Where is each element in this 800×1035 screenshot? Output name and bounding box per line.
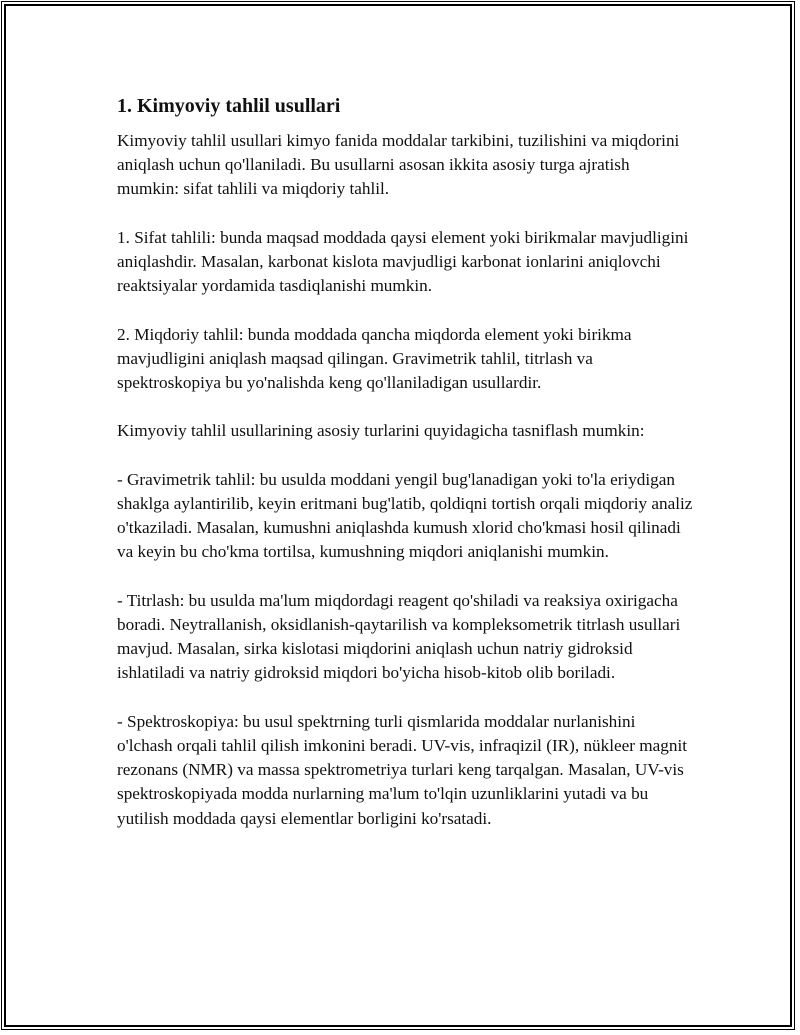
- document-body: [113, 94, 693, 831]
- section-heading: 1. Kimyoviy tahlil usullari: [117, 95, 341, 117]
- paragraph-sifat-tahlili: 1. Sifat tahlili: bunda maqsad moddada qaysi element yoki birikmalar mavjudligini aniqlashdir. Masalan, karbonat kislota mavjudligi karbonat ionlarini aniqlovchi reaktsiyalar yordamida tasdiqlanishi mumkin.: [117, 227, 689, 296]
- paragraph-classification-intro: Kimyoviy tahlil usullarining asosiy turlarini quyidagicha tasniflash mumkin:: [117, 421, 645, 441]
- paragraph-spektroskopiya: - Spektroskopiya: bu usul spektrning turli qismlarida moddalar nurlanishini o'lchash orqali tahlil qilish imkonini beradi. UV-vis, infraqizil (IR), nükleer magnit rezonans (NMR) va massa spektrometriya turlari keng tarqalgan. Masalan, UV-vis spektroskopiyada modda nurlarning ma'lum to'lqin uzunliklarini yutadi va bu yutilish moddada qaysi elementlar borligini ko'rsatadi.: [117, 711, 688, 828]
- paragraph-gravimetrik: - Gravimetrik tahlil: bu usulda moddani yengil bug'lanadigan yoki to'la eriydigan shaklga aylantirilib, keyin eritmani bug'latib, qoldiqni tortish orqali miqdoriy analiz o'tkaziladi. Masalan, kumushni aniqlashda kumush xlorid cho'kmasi hosil qilinadi va keyin bu cho'kma tortilsa, kumushning miqdori aniqlanishi mumkin.: [117, 469, 693, 562]
- paragraph-titrlash: - Titrlash: bu usulda ma'lum miqdordagi reagent qo'shiladi va reaksiya oxirigacha boradi. Neytrallanish, oksidlanish-qaytarilish va kompleksometrik titrlash usullari mavjud. Masalan, sirka kislotasi miqdorini aniqlash uchun natriy gidroksid ishlatiladi va natriy gidroksid miqdori bo'yicha hisob-kitob olib boriladi.: [117, 590, 681, 683]
- paragraph-intro: Kimyoviy tahlil usullari kimyo fanida moddalar tarkibini, tuzilishini va miqdorini aniqlash uchun qo'llaniladi. Bu usullarni asosan ikkita asosiy turga ajratish mumkin: sifat tahlili va miqdoriy tahlil.: [117, 131, 680, 199]
- paragraph-miqdoriy-tahlil: 2. Miqdoriy tahlil: bunda moddada qancha miqdorda element yoki birikma mavjudligini aniqlash maqsad qilingan. Gravimetrik tahlil, titrlash va spektroskopiya bu yo'nalishda keng qo'llaniladigan usullardir.: [117, 324, 632, 392]
